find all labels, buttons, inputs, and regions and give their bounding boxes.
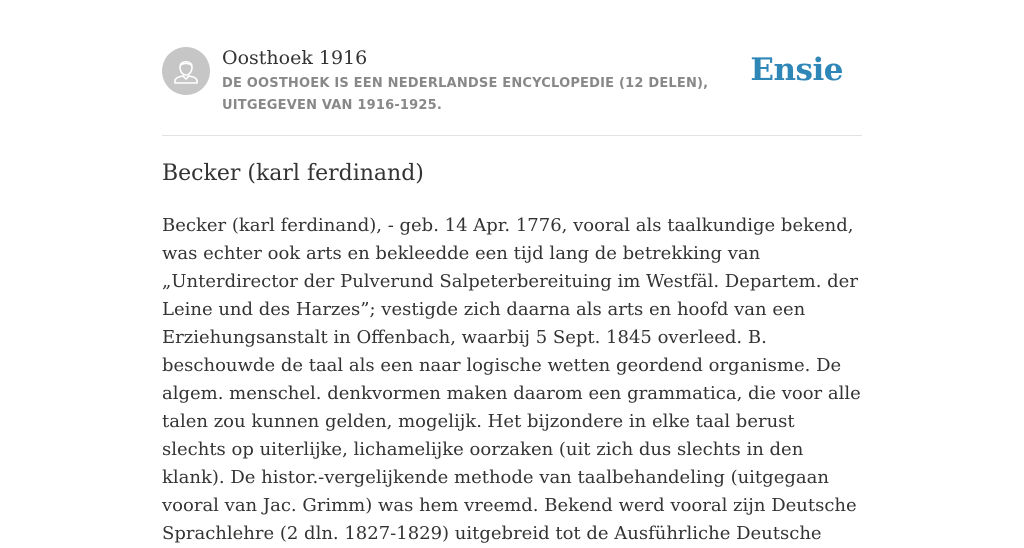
avatar[interactable] — [162, 47, 210, 95]
source-header — [162, 0, 862, 136]
source-title[interactable]: Oosthoek 1916 — [222, 47, 368, 69]
page — [162, 0, 862, 544]
source-description: DE OOSTHOEK IS EEN NEDERLANDSE ENCYCLOPEDIE (12 DELEN), UITGEGEVEN VAN 1916-1925. — [222, 76, 709, 113]
article-body: Becker (karl ferdinand), - geb. 14 Apr. 1776, vooral als taalkundige bekend, was echter ook arts en bekleedde een tijd lang de betrekking van „Unterdirector der Pulverund Salpeterbereituing im Westfäl. Departem. der Leine und des Harzes”; vestigde zich daarna als arts en hoofd van een Erziehungsanstalt in Offenbach, waarbij 5 Sept. 1845 overleed. B. beschouwde de taal als een naar logische wetten geordend organisme. De algem. menschel. denkvormen maken daarom een grammatica, die voor alle talen zou kunnen gelden, mogelijk. Het bijzondere in elke taal berust slechts op uiterlijke, lichamelijke oorzaken (uit zich dus slechts in den klank). De histor.-vergelijkende methode van taalbehandeling (uitgegaan vooral van Jac. Grimm) was hem vreemd. Bekend werd vooral zijn Deutsche Sprachlehre (2 dln. 1827-1829) uitgebreid tot de Ausführliche Deutsche — [162, 215, 861, 544]
article-title: Becker (karl ferdinand) — [162, 161, 424, 186]
ensie-logo[interactable]: Ensie — [750, 52, 843, 88]
person-icon — [162, 47, 210, 95]
